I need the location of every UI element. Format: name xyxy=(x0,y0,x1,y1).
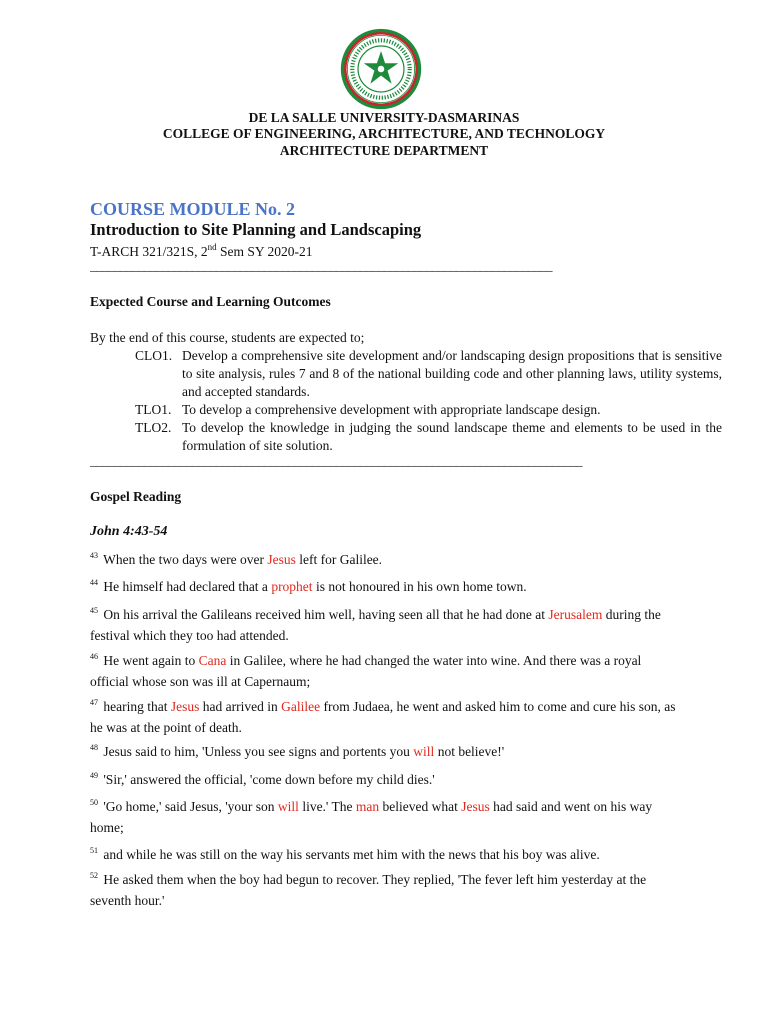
department-name: ARCHITECTURE DEPARTMENT xyxy=(279,143,489,158)
university-name: DE LA SALLE UNIVERSITY-DASMARINAS xyxy=(248,110,520,125)
highlighted-word: man xyxy=(355,799,380,814)
highlighted-word: Cana xyxy=(198,653,227,668)
outcome-text: To develop the knowledge in judging the sound landscape theme and elements to be used in the formulation of site solution. xyxy=(182,420,722,453)
verse-text: not believe!' xyxy=(434,744,505,759)
verse-text: When the two days were over xyxy=(100,552,268,567)
college-name: COLLEGE OF ENGINEERING, ARCHITECTURE, AND TECHNOLOGY xyxy=(162,126,606,141)
verse-50 xyxy=(90,792,680,838)
gospel-reference: John 4:43-54 xyxy=(90,524,168,539)
divider-line: _____________________________________________________________________________ xyxy=(90,258,552,273)
verse-text: 'Go home,' said Jesus, 'your son xyxy=(100,799,278,814)
verse-number: 48 xyxy=(90,743,98,752)
highlighted-word: Galilee xyxy=(281,699,321,714)
verse-text: during the festival which they too had attended. xyxy=(90,607,661,643)
verse-52 xyxy=(90,865,680,911)
divider-line: __________________________________________________________________________________ xyxy=(90,453,582,468)
verse-text: believed what xyxy=(379,799,462,814)
verse-number: 50 xyxy=(90,798,98,807)
verse-number: 49 xyxy=(90,771,98,780)
verse-text: He himself had declared that a xyxy=(100,579,272,594)
verse-45 xyxy=(90,600,680,646)
verse-text: live.' The xyxy=(298,799,356,814)
outcomes-intro: By the end of this course, students are expected to; xyxy=(90,330,365,345)
verse-number: 47 xyxy=(90,698,98,707)
outcome-label: TLO1. xyxy=(135,402,172,417)
verse-text: had said and went on his way home; xyxy=(90,799,653,835)
highlighted-word: Jesus xyxy=(461,799,490,814)
outcome-label: TLO2. xyxy=(135,420,172,435)
course-code-pre: T-ARCH 321/321S, 2 xyxy=(90,244,208,259)
highlighted-word: Jesus xyxy=(267,552,296,567)
verse-text: He went again to xyxy=(100,653,199,668)
highlighted-word: will xyxy=(277,799,299,814)
verse-number: 52 xyxy=(90,871,98,880)
verse-number: 51 xyxy=(90,846,98,855)
outcome-text: Develop a comprehensive site development and/or landscaping design propositions that is sensitive to site analysis, rules 7 and 8 of the national building code and other planning laws, utility systems, and accepted standards. xyxy=(182,348,722,399)
verse-text: from Judaea, he went and asked him to come and cure his son, as he was at the point of death. xyxy=(90,699,676,735)
verse-number: 45 xyxy=(90,606,98,615)
highlighted-word: Jerusalem xyxy=(548,607,603,622)
verse-text: had arrived in xyxy=(199,699,282,714)
gospel-heading: Gospel Reading xyxy=(90,489,182,504)
verse-text: left for Galilee. xyxy=(295,552,383,567)
verse-44 xyxy=(90,572,680,597)
verse-number: 44 xyxy=(90,578,98,587)
highlighted-word: prophet xyxy=(271,579,313,594)
verse-49 xyxy=(90,765,680,790)
outcome-label: CLO1. xyxy=(135,348,173,363)
verse-text: hearing that xyxy=(100,699,171,714)
verse-text: He asked them when the boy had begun to recover. They replied, 'The fever left him yesterday at the seventh hour.' xyxy=(90,872,647,908)
verse-46 xyxy=(90,646,680,692)
verse-48 xyxy=(90,737,680,762)
verse-51 xyxy=(90,840,680,865)
module-title: COURSE MODULE No. 2 xyxy=(90,199,296,219)
verse-number: 43 xyxy=(90,551,98,560)
verse-47 xyxy=(90,692,680,738)
verse-text: 'Sir,' answered the official, 'come down before my child dies.' xyxy=(100,772,435,787)
verse-text: is not honoured in his own home town. xyxy=(312,579,527,594)
course-title: Introduction to Site Planning and Landscaping xyxy=(90,220,422,239)
verse-text: Jesus said to him, 'Unless you see signs and portents you xyxy=(100,744,414,759)
course-code-sup: nd xyxy=(207,242,217,252)
course-code-post: Sem SY 2020-21 xyxy=(216,244,313,259)
highlighted-word: will xyxy=(413,744,435,759)
verse-text: and while he was still on the way his servants met him with the news that his boy was alive. xyxy=(100,847,600,862)
verse-text: in Galilee, where he had changed the water into wine. And there was a royal official whose son was ill at Capernaum; xyxy=(90,653,642,689)
outcomes-heading: Expected Course and Learning Outcomes xyxy=(90,294,331,309)
outcome-text: To develop a comprehensive development with appropriate landscape design. xyxy=(182,402,601,417)
verse-number: 46 xyxy=(90,652,98,661)
verse-43 xyxy=(90,545,680,570)
university-seal-logo xyxy=(340,28,422,110)
verse-text: On his arrival the Galileans received him well, having seen all that he had done at xyxy=(100,607,549,622)
highlighted-word: Jesus xyxy=(170,699,200,714)
